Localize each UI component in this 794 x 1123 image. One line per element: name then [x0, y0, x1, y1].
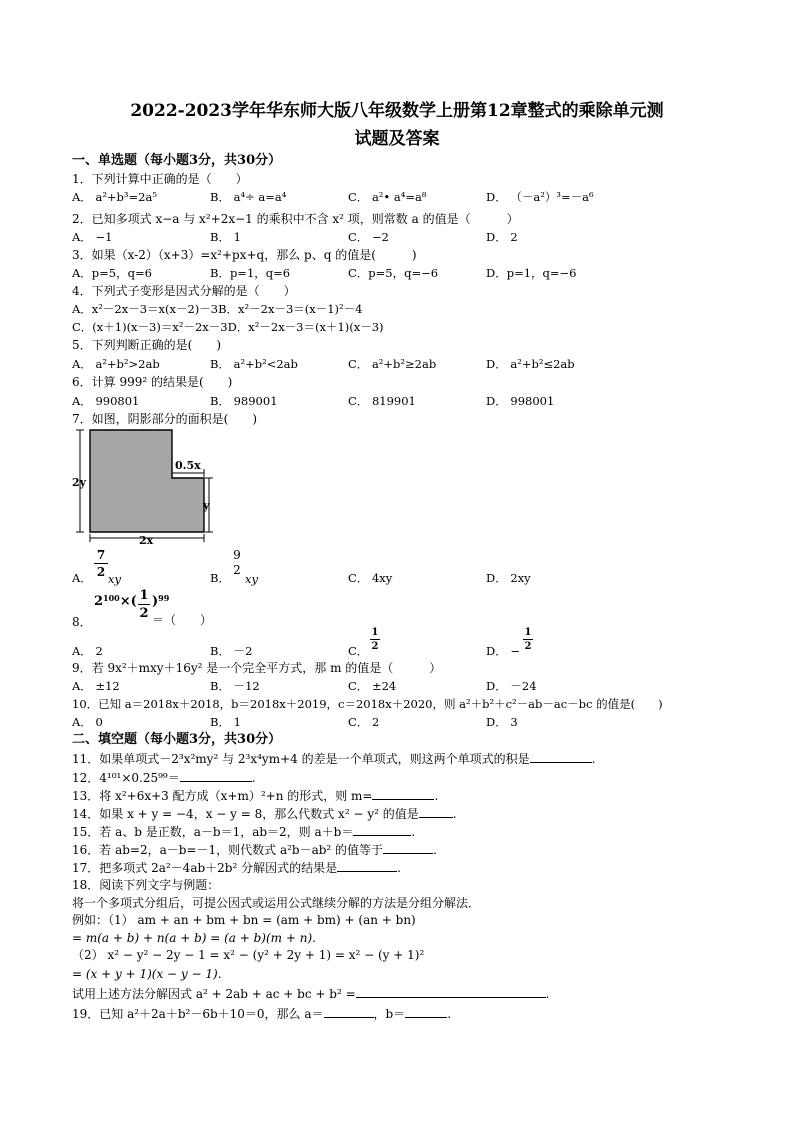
question-18-stem: 18．阅读下列文字与例题：: [72, 878, 220, 892]
shaded-region: [90, 430, 204, 532]
question-19-answer-blank-a[interactable]: [324, 1005, 374, 1018]
question-8-option-d-prefix: D． −: [486, 644, 521, 658]
fraction-numerator: 7: [96, 548, 106, 562]
expr-paren: ): [152, 594, 159, 609]
question-12-answer-blank[interactable]: [180, 769, 252, 782]
question-9-option-d: D． －24: [486, 679, 537, 693]
question-7-option-b-fraction: [231, 548, 243, 577]
fraction-denominator: 2: [524, 641, 532, 652]
question-7-option-a-prefix: A．: [72, 571, 92, 585]
question-18-answer-blank[interactable]: [356, 985, 546, 998]
question-16: [72, 841, 437, 858]
fraction-denominator: 2: [96, 565, 106, 579]
question-4-stem: 4．下列式子变形是因式分解的是（ ）: [72, 284, 296, 298]
question-11-period: .: [591, 752, 596, 766]
question-18-task-text: 试用上述方法分解因式 a² + 2ab + ac + bc + b² =: [72, 987, 356, 1001]
question-1-stem: 1．下列计算中正确的是（ ）: [72, 172, 248, 186]
question-15-text: 15．若 a、b 是正数，a－b＝1，ab＝2，则 a＋b＝: [72, 825, 354, 839]
question-3-option-d: D．p=1，q=−6: [486, 266, 577, 280]
question-17-period: .: [397, 861, 401, 875]
question-10-option-a: A． 0: [72, 715, 103, 729]
question-19-text-1: 19．已知 a²＋2a＋b²－6b＋10＝0，那么 a＝: [72, 1007, 324, 1021]
question-3-stem: 3．如果（x-2）（x+3）=x²+px+q，那么 p、q 的值是( ): [72, 248, 417, 262]
fraction-denominator: 2: [371, 641, 379, 652]
question-8-fraction: [138, 588, 150, 621]
question-6-option-a: A． 990801: [72, 394, 140, 408]
question-6-option-c: C． 819901: [348, 394, 416, 408]
question-19: [72, 1005, 451, 1022]
question-17-text: 17．把多项式 2a²－4ab＋2b² 分解因式的结果是: [72, 861, 338, 875]
section-heading-fill-blank: 二、填空题（每小题3分，共30分）: [72, 732, 282, 747]
question-5-option-b: B． a²+b²<2ab: [210, 357, 298, 371]
fraction-denominator: 2: [233, 563, 241, 577]
question-3-option-b: B．p=1，q=6: [210, 266, 291, 280]
question-19-answer-blank-b[interactable]: [405, 1005, 447, 1018]
fraction-numerator: 9: [233, 548, 241, 562]
question-5-option-a: A． a²+b²>2ab: [72, 357, 160, 371]
question-16-answer-blank[interactable]: [383, 841, 433, 854]
question-10-stem: 10．已知 a＝2018x＋2018，b＝2018x＋2019，c＝2018x＋2020，则 a²＋b²＋c²－ab－ac－bc 的值是( ): [72, 697, 663, 711]
question-18-example-2b: = (x + y + 1)(x − y − 1).: [72, 967, 222, 981]
label-2x: 2x: [139, 534, 154, 546]
question-13-answer-blank[interactable]: [372, 787, 434, 800]
question-8-option-d-fraction: [523, 627, 533, 652]
question-9-option-c: C． ±24: [348, 679, 397, 693]
question-16-period: .: [433, 843, 437, 857]
question-1-option-b: B． a⁴÷ a=a⁴: [210, 190, 287, 204]
fraction-numerator: 1: [371, 627, 379, 638]
section-heading-single-choice: 一、单选题（每小题3分，共30分）: [72, 153, 282, 168]
question-8-option-a: A． 2: [72, 644, 103, 658]
question-18-period: .: [545, 987, 550, 1001]
question-10-option-d: D． 3: [486, 715, 518, 729]
question-18-task: [72, 985, 549, 1002]
question-7-option-b-prefix: B．: [210, 571, 230, 585]
question-14-period: .: [452, 807, 457, 821]
fraction-numerator: 1: [139, 588, 149, 603]
question-1-option-d: D． （－a²）³=－a⁶: [486, 190, 594, 204]
question-13-period: .: [434, 789, 439, 803]
label-05x: 0.5x: [175, 459, 201, 472]
question-7-option-a-var: xy: [108, 572, 121, 586]
question-6-stem: 6．计算 999² 的结果是( ): [72, 375, 233, 389]
question-19-text-2: ，b＝: [373, 1007, 406, 1021]
question-11: [72, 750, 595, 767]
question-9-stem: 9．若 9x²＋mxy＋16y² 是一个完全平方式，那 m 的值是（ ）: [72, 661, 442, 675]
fraction-bar: [523, 639, 533, 640]
question-15-period: .: [411, 825, 416, 839]
fraction-bar: [138, 604, 150, 605]
question-11-answer-blank[interactable]: [530, 750, 592, 763]
question-10-option-c: C． 2: [348, 715, 380, 729]
question-7-option-a-fraction: [94, 548, 108, 579]
question-2-option-b: B． 1: [210, 230, 241, 244]
question-8-option-b: B． －2: [210, 644, 253, 658]
question-12-text: 12．4¹⁰¹×0.25⁹⁹＝: [72, 771, 180, 785]
expr-base: 2: [94, 594, 104, 609]
question-7-option-d: D． 2xy: [486, 571, 531, 585]
question-14-text: 14．如果 x + y = −4，x − y = 8，那么代数式 x² − y² 的值是: [72, 807, 419, 821]
fraction-numerator: 1: [524, 627, 532, 638]
question-5-option-c: C． a²+b²≥2ab: [348, 357, 437, 371]
question-5-stem: 5．下列判断正确的是( ): [72, 338, 221, 352]
question-9-option-a: A． ±12: [72, 679, 120, 693]
expr-exponent: 100: [103, 593, 120, 603]
question-10-option-b: B． 1: [210, 715, 241, 729]
question-18-intro: 将一个多项式分组后，可提公因式或运用公式继续分解的方法是分组分解法．: [72, 896, 481, 910]
question-4-option-ab: A．x²－2x－3＝x(x－2)－3B．x²－2x－3＝(x－1)²－4: [72, 302, 363, 316]
question-4-option-cd: C．(x＋1)(x－3)＝x²－2x－3D．x²－2x－3＝(x＋1)(x－3): [72, 320, 384, 334]
question-17-answer-blank[interactable]: [337, 859, 397, 872]
question-2-option-c: C． −2: [348, 230, 389, 244]
label-y: y: [203, 499, 210, 512]
question-11-text: 11．如果单项式－2³x²my² 与 2³x⁴ym+4 的差是一个单项式，则这两个单项式的积是: [72, 752, 530, 766]
document-title-line2: 试题及答案: [354, 129, 440, 149]
question-8-expression-end: [152, 594, 169, 610]
expr-exponent-2: 99: [158, 593, 170, 603]
question-18-example-1a: 例如：（1） am + an + bm + bn = (am + bm) + (an + bn): [72, 913, 416, 927]
question-18-example-2a: （2） x² − y² − 2y − 1 = x² − (y² + 2y + 1) = x² − (y + 1)²: [72, 948, 425, 962]
question-14: [72, 805, 457, 822]
question-15: [72, 823, 415, 840]
question-17: [72, 859, 401, 876]
fraction-bar: [94, 563, 108, 564]
document-title-line1: 2022-2023学年华东师大版八年级数学上册第12章整式的乘除单元测: [130, 101, 664, 121]
question-2-stem: 2．已知多项式 x−a 与 x²+2x−1 的乘积中不含 x² 项，则常数 a 的值是（ ）: [72, 212, 519, 226]
question-7-figure: [72, 428, 222, 546]
question-1-option-c: C． a²• a⁴=a⁸: [348, 190, 427, 204]
question-12-period: .: [251, 771, 256, 785]
question-3-option-c: C．p=5，q=−6: [348, 266, 439, 280]
question-12: [72, 769, 256, 786]
question-6-option-b: B． 989001: [210, 394, 278, 408]
question-8-option-c-prefix: C．: [348, 644, 369, 658]
question-1-option-a: A． a²+b³=2a⁵: [72, 190, 157, 204]
question-18-example-1b: = m(a + b) + n(a + b) = (a + b)(m + n).: [72, 931, 316, 945]
question-15-answer-blank[interactable]: [353, 823, 411, 836]
fraction-bar: [370, 639, 380, 640]
question-3-option-a: A．p=5，q=6: [72, 266, 152, 280]
question-13: [72, 787, 438, 804]
question-19-period: .: [447, 1007, 452, 1021]
question-13-text: 13．将 x²+6x+3 配方成（x+m）²+n 的形式，则 m=: [72, 789, 373, 803]
question-8-option-c-fraction: [370, 627, 380, 652]
question-16-text: 16．若 ab=2，a－b=－1，则代数式 a²b－ab² 的值等于: [72, 843, 384, 857]
fraction-denominator: 2: [139, 606, 149, 621]
question-7-option-c: C． 4xy: [348, 571, 393, 585]
expr-times: ×(: [119, 594, 137, 609]
question-8-prefix: 8．: [72, 615, 92, 629]
question-2-option-a: A． −1: [72, 230, 113, 244]
question-8-tail: ＝（ ）: [152, 613, 213, 627]
question-6-option-d: D． 998001: [486, 394, 555, 408]
question-14-answer-blank[interactable]: [419, 805, 453, 818]
question-8-expression: [94, 594, 137, 610]
question-7-option-b-var: xy: [245, 572, 258, 586]
question-5-option-d: D． a²+b²≤2ab: [486, 357, 575, 371]
question-2-option-d: D． 2: [486, 230, 518, 244]
label-2y: 2y: [72, 476, 87, 489]
question-9-option-b: B． －12: [210, 679, 260, 693]
question-7-stem: 7．如图，阴影部分的面积是( ): [72, 412, 257, 426]
